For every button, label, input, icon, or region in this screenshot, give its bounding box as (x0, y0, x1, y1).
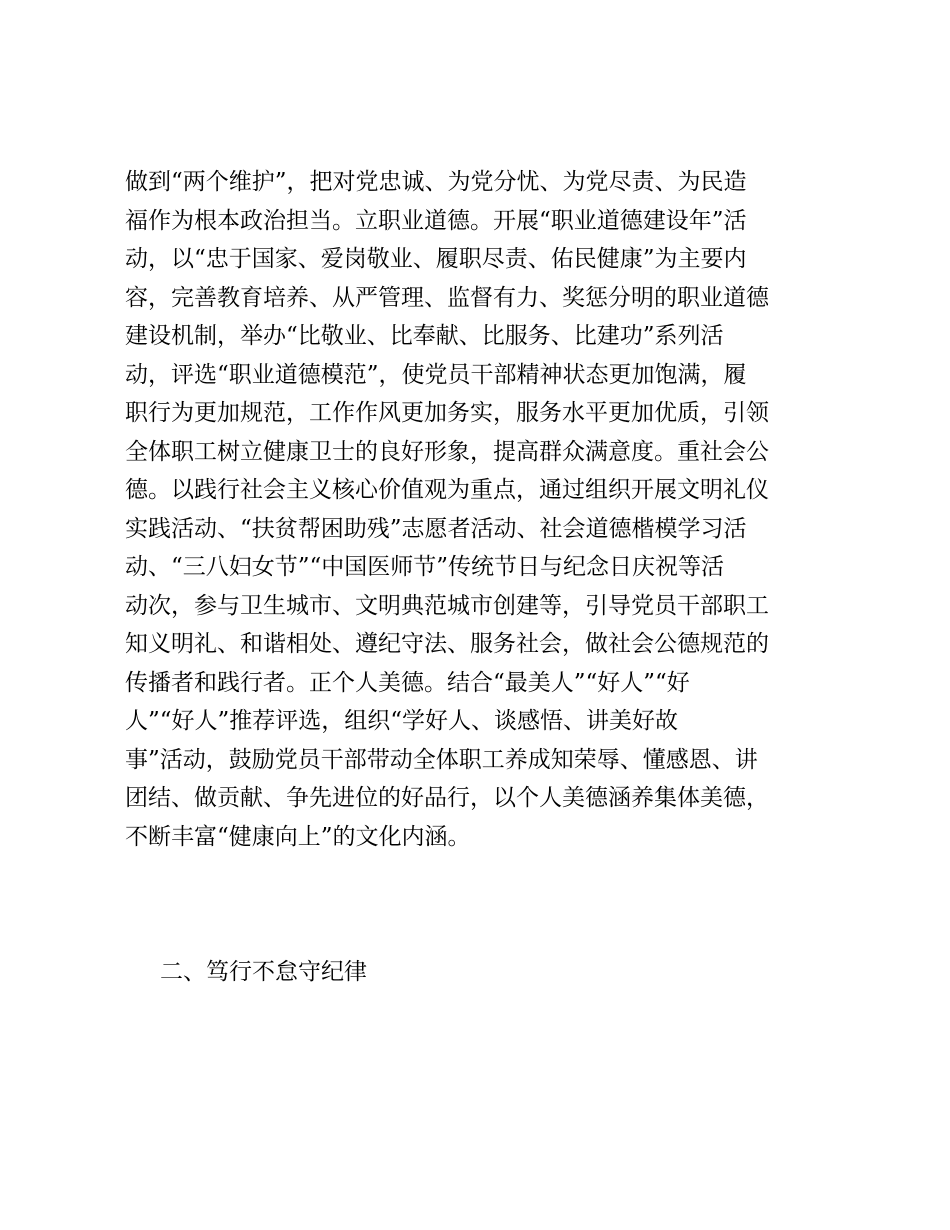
text-line: 动，评选“职业道德模范”，使党员干部精神状态更加饱满，履 (125, 361, 747, 388)
text-line: 职行为更加规范，工作作风更加务实，服务水平更加优质，引领 (125, 400, 769, 426)
section-heading: 二、笃行不怠守纪律 (160, 959, 367, 985)
body-paragraph (125, 163, 825, 856)
text-line: 动，以“忠于国家、爱岗敬业、履职尽责、佑民健康”为主要内 (125, 246, 747, 272)
text-line: 不断丰富“健康向上”的文化内涵。 (125, 823, 471, 850)
text-line: 做到“两个维护”，把对党忠诚、为党分忧、为党尽责、为民造 (125, 169, 747, 195)
text-line: 知义明礼、和谐相处、遵纪守法、服务社会，做社会公德规范的 (125, 631, 769, 657)
text-line: 传播者和践行者。正个人美德。结合“最美人”“好人”“好 (125, 669, 690, 696)
text-line: 实践活动、“扶贫帮困助残”志愿者活动、社会道德楷模学习活 (125, 515, 747, 542)
text-line: 事”活动，鼓励党员干部带动全体职工养成知荣辱、懂感恩、讲 (125, 746, 758, 773)
text-line: 容，完善教育培养、从严管理、监督有力、奖惩分明的职业道德 (125, 284, 769, 311)
text-line: 动次，参与卫生城市、文明典范城市创建等，引导党员干部职工 (125, 592, 769, 619)
text-line: 动、“三八妇女节”“中国医师节”传统节日与纪念日庆祝等活 (125, 554, 725, 580)
text-line: 建设机制，举办“比敬业、比奉献、比服务、比建功”系列活 (125, 323, 724, 349)
text-line: 人”“好人”推荐评选，组织“学好人、谈感悟、讲美好故 (125, 708, 679, 734)
text-line: 福作为根本政治担当。立职业道德。开展“职业道德建设年”活 (125, 207, 747, 234)
text-line: 德。以践行社会主义核心价值观为重点，通过组织开展文明礼仪 (125, 477, 769, 503)
text-line: 全体职工树立健康卫士的良好形象，提高群众满意度。重社会公 (125, 438, 769, 465)
text-line: 团结、做贡献、争先进位的好品行，以个人美德涵养集体美德， (125, 785, 769, 811)
